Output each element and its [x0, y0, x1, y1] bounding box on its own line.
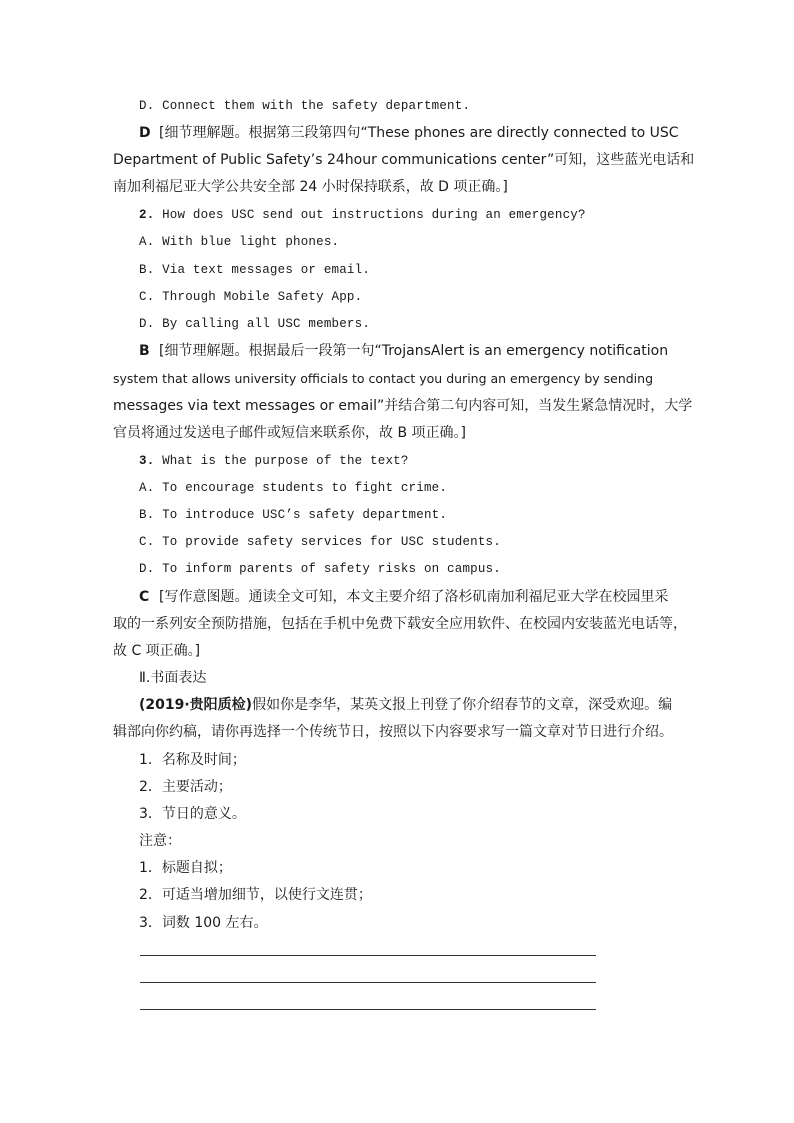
q3-question: 3. What is the purpose of the text? [139, 454, 409, 468]
answer-line-2 [140, 982, 596, 983]
q2-question: 2. How does USC send out instructions during an emergency? [139, 208, 586, 222]
q1-answer-letter: D [139, 125, 151, 141]
requirement-3: 3．节日的意义。 [139, 806, 246, 822]
notes-label: 注意： [139, 833, 181, 849]
q2-option-c: C. Through Mobile Safety App. [139, 290, 363, 304]
section-title: Ⅱ.书面表达 [139, 670, 207, 686]
q2-option-b: B. Via text messages or email. [139, 263, 371, 277]
q1-explanation-line-2: Department of Public Safety’s 24hour communications center”可知，这些蓝光电话和 [113, 152, 695, 168]
q3-answer-letter: C [139, 589, 150, 605]
q1-explanation-line-3: 南加利福尼亚大学公共安全部 24 小时保持联系，故 D 项正确。] [113, 179, 508, 195]
note-3: 3．词数 100 左右。 [139, 915, 268, 931]
q2-explanation-line-3: messages via text messages or email”并结合第二句内容可知，当发生紧急情况时，大学 [113, 398, 693, 414]
writing-prompt-line-1: (2019·贵阳质检)假如你是李华，某英文报上刊登了你介绍春节的文章，深受欢迎。编 [139, 697, 673, 713]
q2-option-a: A. With blue light phones. [139, 235, 340, 249]
q1-option-d: D. Connect them with the safety department. [139, 99, 471, 113]
note-2: 2．可适当增加细节，以使行文连贯； [139, 887, 372, 903]
q2-explanation-line-4: 官员将通过发送电子邮件或短信来联系你，故 B 项正确。] [113, 425, 466, 441]
q3-explanation-line-2: 取的一系列安全预防措施，包括在手机中免费下载安全应用软件、在校园内安装蓝光电话等， [113, 616, 687, 632]
q2-explanation-line-1: B [细节理解题。根据最后一段第一句“TrojansAlert is an emergency notification [139, 343, 669, 359]
q2-explanation-line-2: system that allows university officials to contact you during an emergency by sending [113, 371, 654, 386]
q1-explanation-line-1: D [细节理解题。根据第三段第四句“These phones are directly connected to USC [139, 125, 679, 141]
requirement-2: 2．主要活动； [139, 779, 232, 795]
answer-line-3 [140, 1009, 596, 1010]
q2-option-d: D. By calling all USC members. [139, 317, 371, 331]
q3-option-c: C. To provide safety services for USC students. [139, 535, 501, 549]
q3-explanation-line-1: C [写作意图题。通读全文可知，本文主要介绍了洛杉矶南加利福尼亚大学在校园里采 [139, 589, 669, 605]
writing-prompt-line-2: 辑部向你约稿，请你再选择一个传统节日，按照以下内容要求写一篇文章对节日进行介绍。 [113, 724, 673, 740]
requirement-1: 1．名称及时间； [139, 752, 246, 768]
writing-source: (2019·贵阳质检) [139, 697, 253, 713]
q3-option-b: B. To introduce USC’s safety department. [139, 508, 448, 522]
q3-option-d: D. To inform parents of safety risks on campus. [139, 562, 501, 576]
q2-answer-letter: B [139, 343, 150, 359]
answer-line-1 [140, 955, 596, 956]
q3-option-a: A. To encourage students to fight crime. [139, 481, 448, 495]
note-1: 1．标题自拟； [139, 860, 232, 876]
q3-explanation-line-3: 故 C 项正确。] [113, 643, 201, 659]
